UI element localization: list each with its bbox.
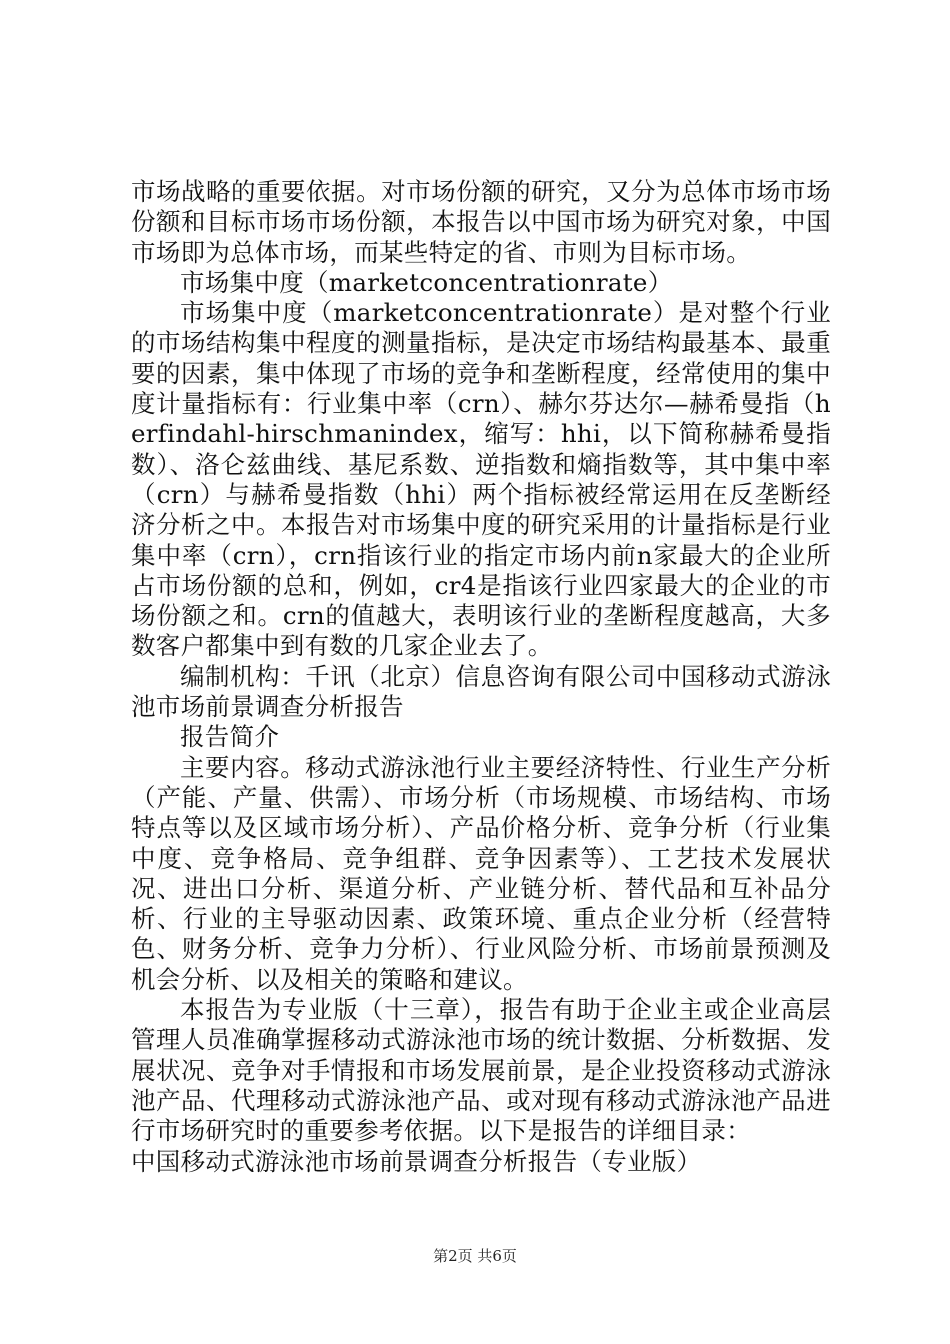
paragraph-report-edition: 本报告为专业版（十三章），报告有助于企业主或企业高层管理人员准确掌握移动式游泳池市场的统计数据、分析数据、发展状况、竞争对手情报和市场发展前景，是企业投资移动式游泳池产品、代理移动式游泳池产品、或对现有移动式游泳池产品进行市场研究时的重要参考依据。以下是报告的详细目录： [131, 995, 831, 1146]
paragraph-intro-continued: 市场战略的重要依据。对市场份额的研究，又分为总体市场市场份额和目标市场市场份额，本报告以中国市场为研究对象，中国市场即为总体市场，而某些特定的省、市则为目标市场。 [131, 177, 831, 267]
body-text [131, 177, 831, 1177]
page-number-footer: 第2页 共6页 [433, 1247, 517, 1265]
paragraph-publisher: 编制机构：千讯（北京）信息咨询有限公司中国移动式游泳池市场前景调查分析报告 [131, 661, 831, 722]
paragraph-market-concentration: 市场集中度（marketconcentrationrate）是对整个行业的市场结构集中程度的测量指标，是决定市场结构最基本、最重要的因素，集中体现了市场的竞争和垄断程度，经常使用的集中度计量指标有：行业集中率（crn）、赫尔芬达尔—赫希曼指（herfindahl-hirschmanindex，缩写：hhi，以下简称赫希曼指数）、洛仑兹曲线、基尼系数、逆指数和熵指数等，其中集中率（crn）与赫希曼指数（hhi）两个指标被经常运用在反垄断经济分析之中。本报告对市场集中度的研究采用的计量指标是行业集中率（crn），crn指该行业的指定市场内前n家最大的企业所占市场份额的总和，例如，cr4是指该行业四家最大的企业的市场份额之和。crn的值越大，表明该行业的垄断程度越高，大多数客户都集中到有数的几家企业去了。 [131, 298, 831, 661]
paragraph-main-content: 主要内容。移动式游泳池行业主要经济特性、行业生产分析（产能、产量、供需）、市场分析（市场规模、市场结构、市场特点等以及区域市场分析）、产品价格分析、竞争分析（行业集中度、竞争格局、竞争组群、竞争因素等）、工艺技术发展状况、进出口分析、渠道分析、产业链分析、替代品和互补品分析、行业的主导驱动因素、政策环境、重点企业分析（经营特色、财务分析、竞争力分析）、行业风险分析、市场前景预测及机会分析、以及相关的策略和建议。 [131, 752, 831, 994]
heading-market-concentration: 市场集中度（marketconcentrationrate） [180, 267, 673, 297]
paragraph-report-title: 中国移动式游泳池市场前景调查分析报告（专业版） [131, 1146, 702, 1176]
heading-report-summary: 报告简介 [180, 722, 280, 752]
